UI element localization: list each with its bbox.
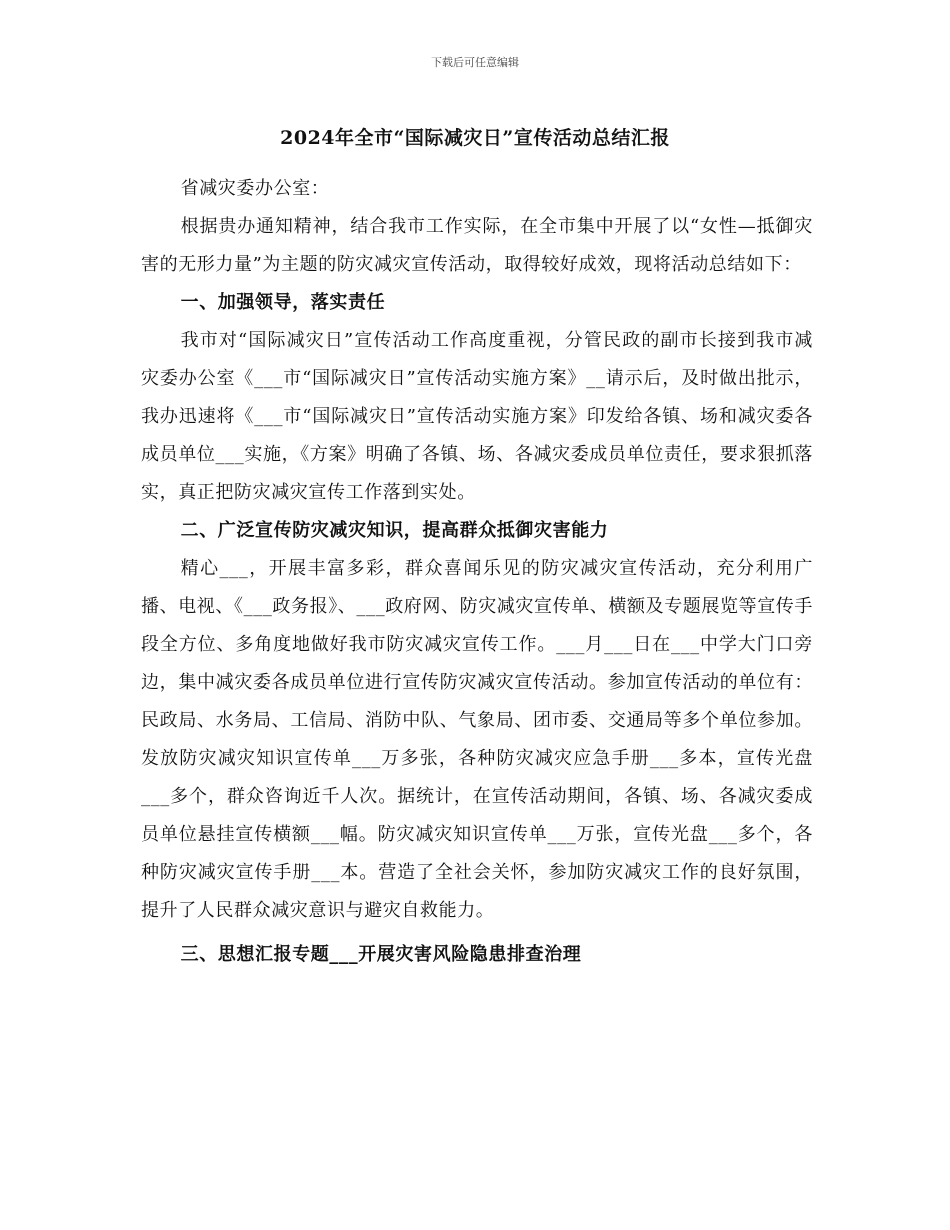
section-heading-2: 二、广泛宣传防灾减灾知识，提高群众抵御灾害能力 bbox=[180, 520, 609, 541]
intro-paragraph: 根据贵办通知精神，结合我市工作实际，在全市集中开展了以“女性—抵御灾害的无形力量”为主题的防灾减灾宣传活动，取得较好成效，现将活动总结如下： bbox=[141, 216, 813, 275]
document-body bbox=[141, 170, 813, 974]
section-body-2: 精心___，开展丰富多彩，群众喜闻乐见的防灾减灾宣传活动，充分利用广播、电视、《___政务报》、___政府网、防灾减灾宣传单、横额及专题展览等宣传手段全方位、多角度地做好我市防灾减灾宣传工作。___月___日在___中学大门口旁边，集中减灾委各成员单位进行宣传防灾减灾宣传活动。参加宣传活动的单位有：民政局、水务局、工信局、消防中队、气象局、团市委、交通局等多个单位参加。发放防灾减灾知识宣传单___万多张，各种防灾减灾应急手册___多本，宣传光盘___多个，群众咨询近千人次。据统计，在宣传活动期间，各镇、场、各减灾委成员单位悬挂宣传横额___幅。防灾减灾知识宣传单___万张，宣传光盘___多个，各种防灾减灾宣传手册___本。营造了全社会关怀，参加防灾减灾工作的良好氛围，提升了人民群众减灾意识与避灾自救能力。 bbox=[141, 558, 813, 921]
section-heading-3: 三、思想汇报专题___开展灾害风险隐患排查治理 bbox=[180, 944, 582, 965]
section-heading-1: 一、加强领导，落实责任 bbox=[180, 292, 386, 313]
section-body-1: 我市对“国际减灾日”宣传活动工作高度重视，分管民政的副市长接到我市减灾委办公室《___市“国际减灾日”宣传活动实施方案》__请示后，及时做出批示，我办迅速将《___市“国际减灾日”宣传活动实施方案》印发给各镇、场和减灾委各成员单位___实施，《方案》明确了各镇、场、各减灾委成员单位责任，要求狠抓落实，真正把防灾减灾宣传工作落到实处。 bbox=[141, 330, 813, 503]
salutation: 省减灾委办公室： bbox=[180, 178, 330, 199]
document-title: 2024年全市“国际减灾日”宣传活动总结汇报 bbox=[280, 127, 670, 149]
page-header: 下载后可任意编辑 bbox=[431, 56, 519, 69]
